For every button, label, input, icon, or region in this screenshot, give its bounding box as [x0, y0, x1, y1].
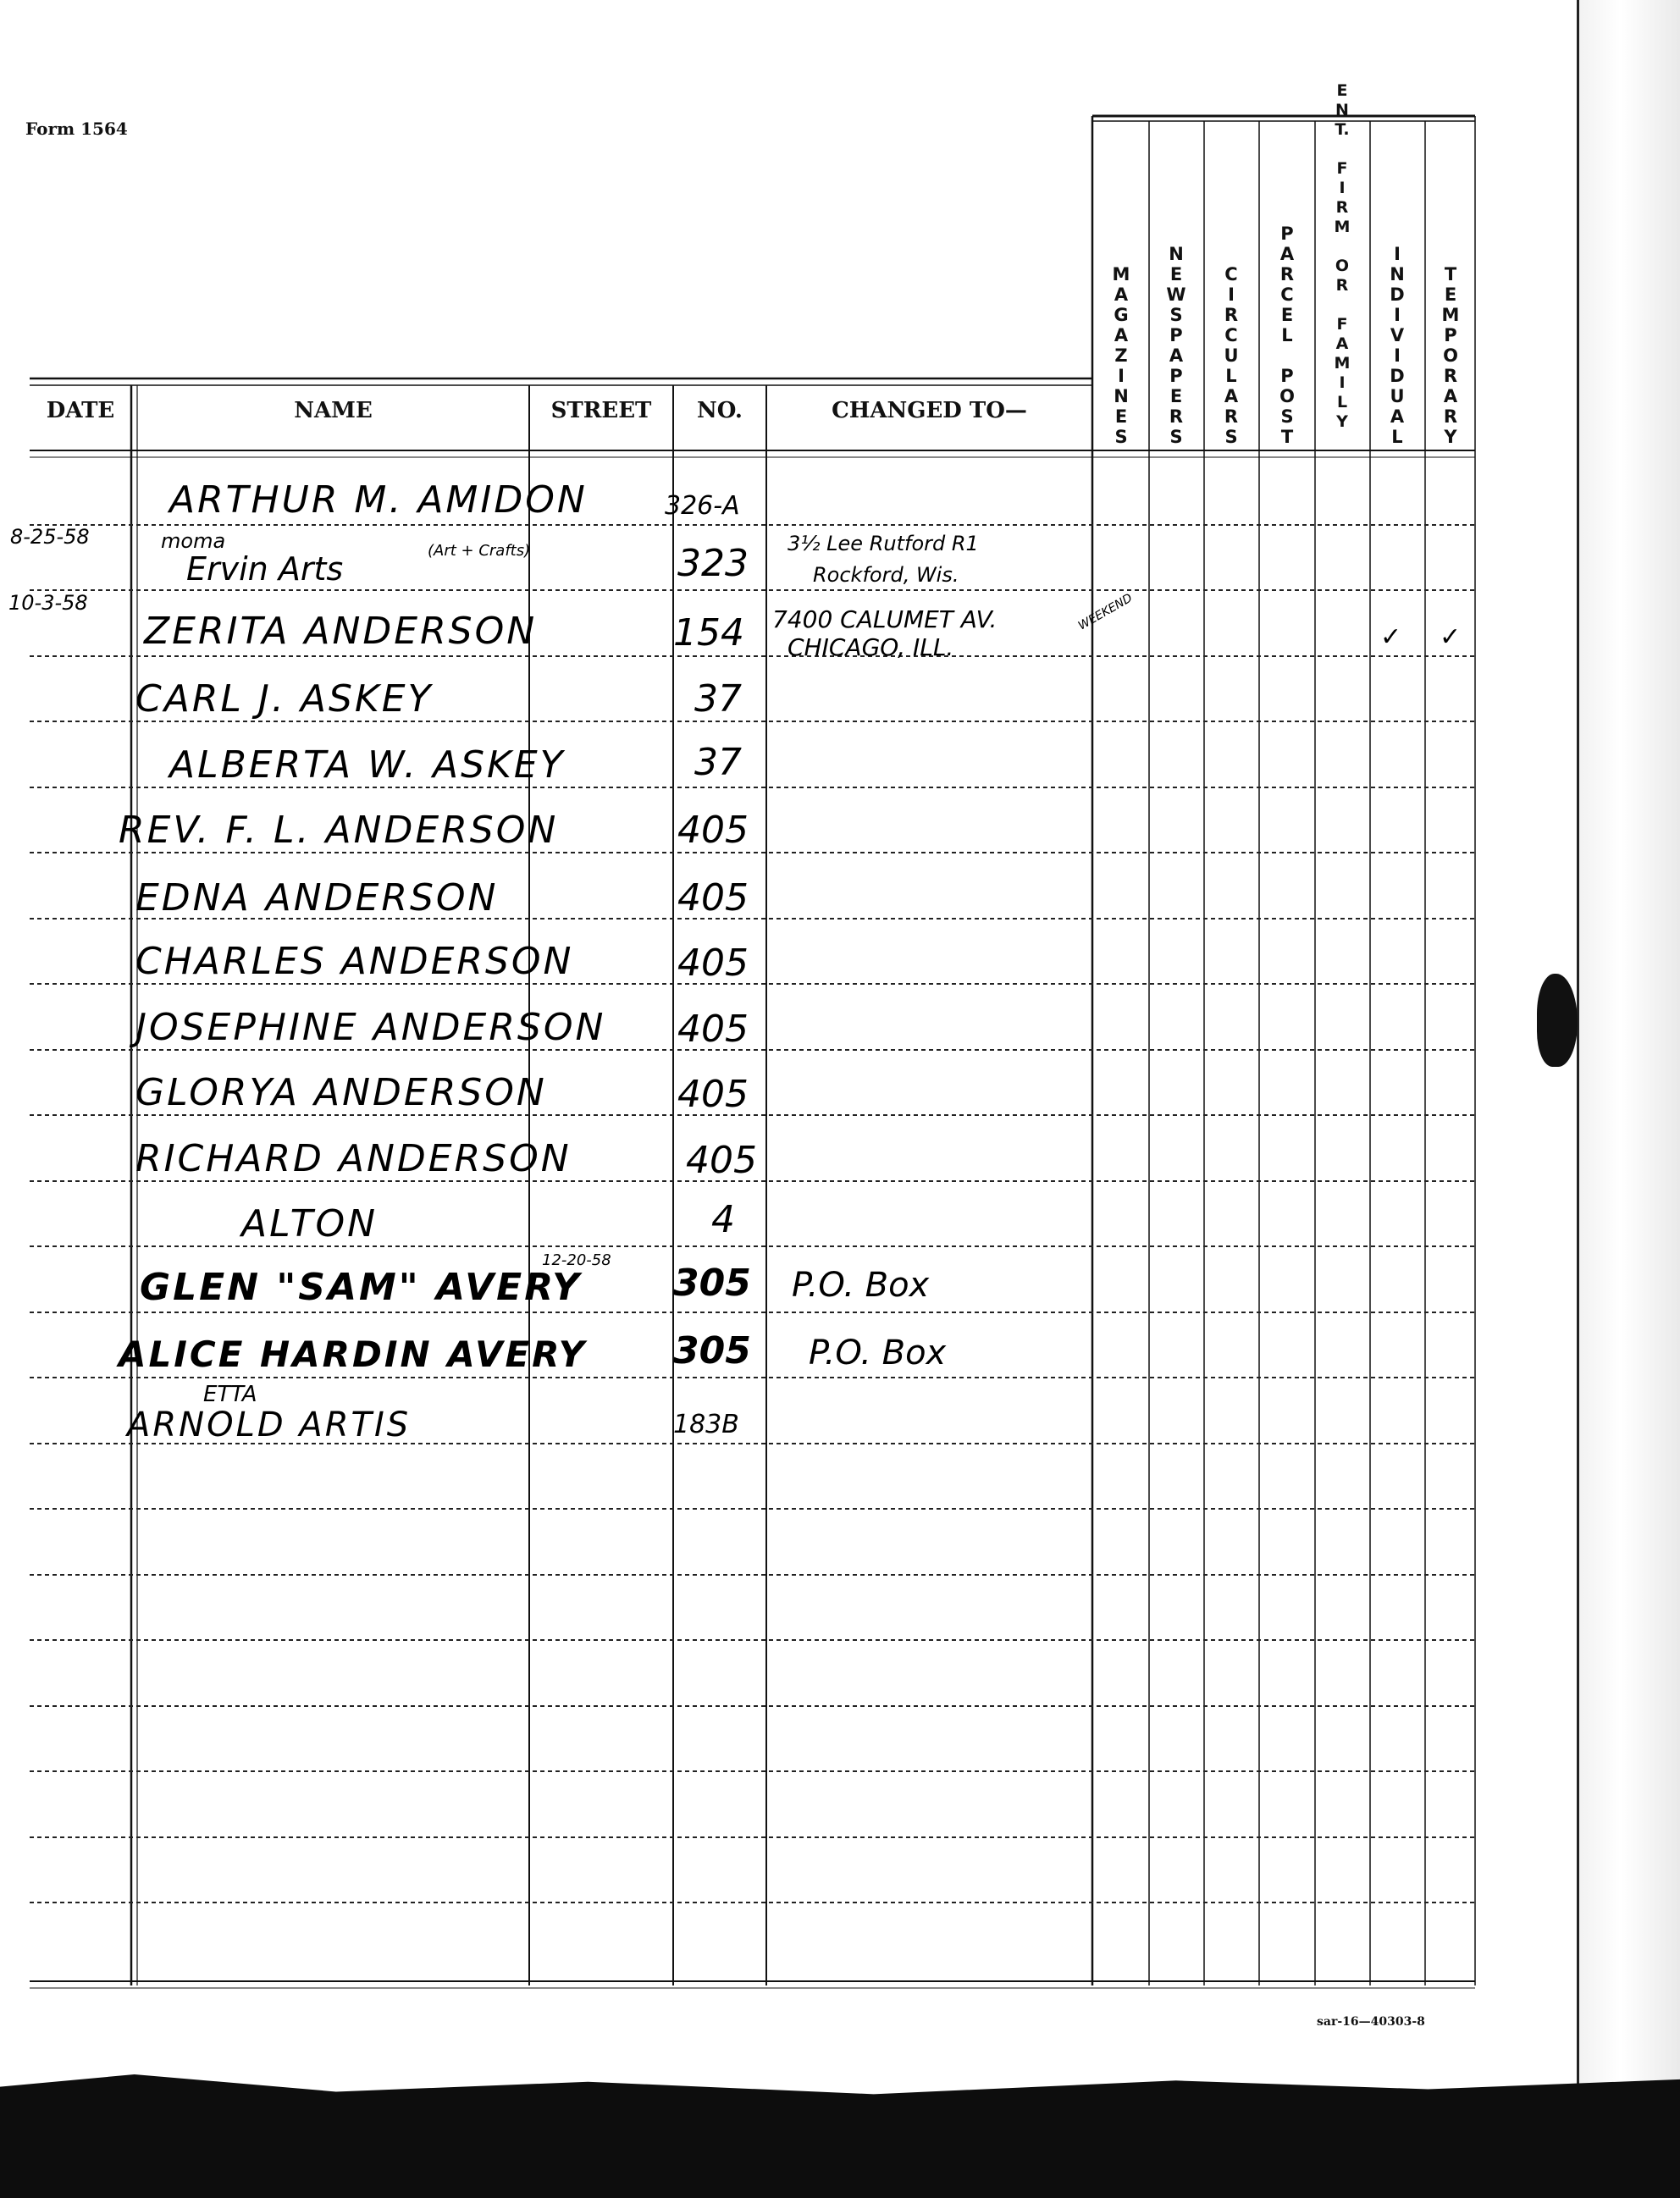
form-number: Form 1564 — [25, 119, 128, 139]
entry-number: 405 — [677, 1073, 749, 1116]
number-column-header: NO. — [697, 398, 743, 423]
entry-name-note: (Art + Crafts) — [428, 542, 531, 560]
entry-number: 37 — [694, 741, 742, 784]
entry-name: ARNOLD ARTIS — [127, 1406, 412, 1444]
name-column-header: NAME — [294, 398, 373, 423]
entry-name: ZERITA ANDERSON — [144, 610, 538, 653]
entry-changed-to: P.O. Box — [792, 1266, 930, 1305]
entry-number: 405 — [686, 1139, 757, 1182]
entry-number: 326-A — [665, 491, 740, 521]
entry-number: 154 — [673, 611, 744, 654]
entry-number: 405 — [677, 809, 749, 852]
temporary-column-header: T E M P O R A R Y — [1441, 264, 1460, 447]
entry-changed-to: 3½ Lee Rutford R1 — [788, 532, 979, 555]
entry-name: ARTHUR M. AMIDON — [169, 478, 588, 522]
entry-name: RICHARD ANDERSON — [135, 1137, 572, 1180]
entry-name: CARL J. ASKEY — [135, 677, 434, 721]
individual-column-header: I N D I V I D U A L — [1390, 244, 1405, 447]
street-column-header: STREET — [550, 398, 652, 423]
entry-number: 323 — [677, 542, 749, 585]
entry-number: 183B — [673, 1410, 739, 1439]
parcel-post-column-header: P A R C E L P O S T — [1279, 224, 1295, 447]
date-column-header: DATE — [46, 398, 115, 423]
entry-name: ALTON — [241, 1202, 379, 1245]
entry-number: 305 — [673, 1329, 751, 1372]
circulars-column-header: C I R C U L A R S — [1224, 264, 1239, 447]
newspapers-column-header: N E W S P A P E R S — [1166, 244, 1186, 447]
entry-changed-note: WEEKEND — [1075, 591, 1136, 633]
entry-name: CHARLES ANDERSON — [135, 940, 574, 983]
entry-number: 405 — [677, 1008, 749, 1051]
scan-dark-edge — [0, 2074, 1680, 2198]
entry-date: 10-3-58 — [8, 591, 88, 615]
entry-street: 12-20-58 — [542, 1251, 611, 1269]
entry-number: 405 — [677, 942, 749, 985]
footer-print-code: sar-16—40303-8 — [1317, 2015, 1425, 2029]
temporary-check-mark: ✓ — [1440, 622, 1462, 652]
entry-name: GLEN "SAM" AVERY — [140, 1266, 582, 1309]
entry-name: GLORYA ANDERSON — [135, 1071, 547, 1114]
entry-name-annotation: moma — [161, 529, 226, 553]
ent-firm-or-family-column-header: E N T. F I R M O R F A M I L Y — [1334, 81, 1351, 431]
entry-name-annotation: ETTA — [203, 1382, 257, 1407]
entry-name: EDNA ANDERSON — [135, 876, 499, 920]
magazines-column-header: M A G A Z I N E S — [1112, 264, 1130, 447]
entry-date: 8-25-58 — [10, 525, 90, 549]
entry-name: REV. F. L. ANDERSON — [119, 809, 559, 852]
entry-number: 305 — [673, 1262, 751, 1305]
entry-number: 4 — [711, 1198, 735, 1241]
entry-number: 405 — [677, 876, 749, 920]
entry-name: JOSEPHINE ANDERSON — [135, 1006, 606, 1049]
entry-name: ALBERTA W. ASKEY — [169, 743, 566, 787]
entry-name: ALICE HARDIN AVERY — [119, 1334, 588, 1375]
entry-name: Ervin Arts — [186, 550, 344, 588]
changed-to-column-header: CHANGED TO— — [832, 398, 1027, 423]
entry-number: 37 — [694, 677, 742, 721]
individual-check-mark: ✓ — [1380, 622, 1402, 652]
entry-changed-to: 7400 CALUMET AV. — [772, 605, 998, 633]
entry-changed-to: Rockford, Wis. — [813, 563, 959, 587]
entry-changed-to: P.O. Box — [809, 1334, 947, 1372]
entry-changed-to: CHICAGO, ILL. — [788, 633, 954, 661]
